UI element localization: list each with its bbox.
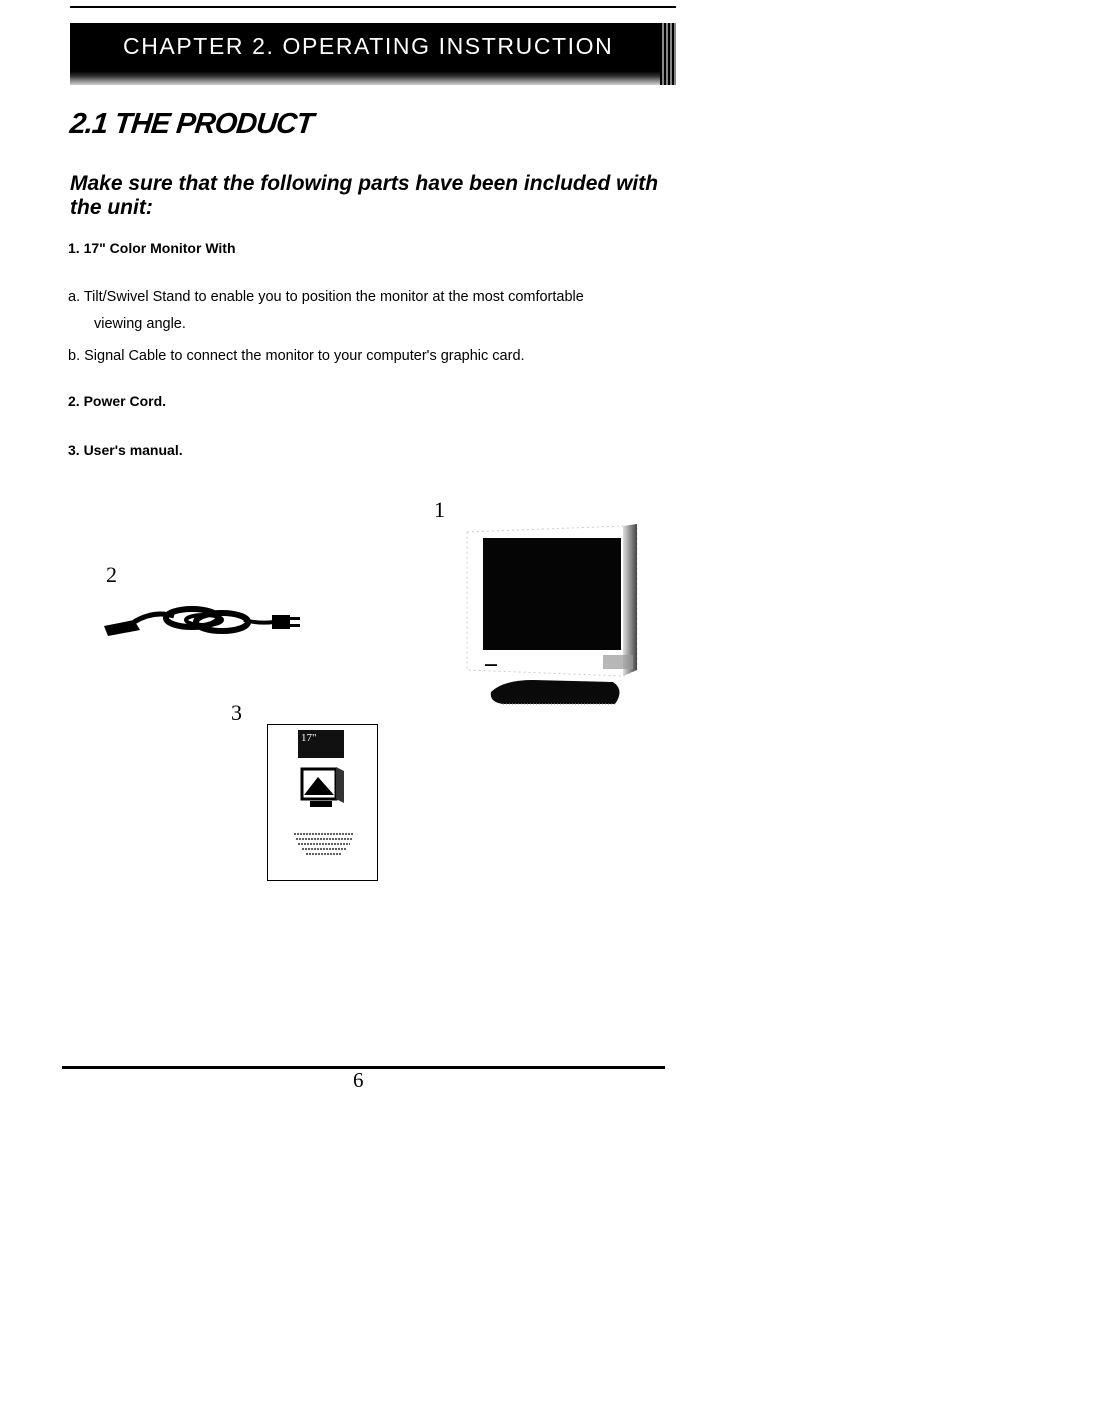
top-rule xyxy=(70,6,676,8)
manual-monitor-icon xyxy=(298,763,348,811)
page-number: 6 xyxy=(353,1068,364,1092)
monitor-illustration xyxy=(463,520,643,715)
sub-item-stand-cont: viewing angle. xyxy=(94,316,186,332)
list-item-manual: 3. User's manual. xyxy=(68,442,183,458)
manual-cover-text: 17" xyxy=(301,732,317,744)
section-title: 2.1 THE PRODUCT xyxy=(68,108,315,140)
manual-text-lines xyxy=(292,831,356,861)
chapter-title: CHAPTER 2. OPERATING INSTRUCTION xyxy=(123,33,614,59)
list-item-monitor: 1. 17" Color Monitor With xyxy=(68,240,236,256)
figure-label-manual: 3 xyxy=(231,700,242,725)
svg-text:▬▬: ▬▬ xyxy=(485,662,497,668)
power-cord-illustration xyxy=(104,600,310,640)
figure-label-monitor: 1 xyxy=(434,497,445,522)
list-item-power-cord: 2. Power Cord. xyxy=(68,393,167,409)
sub-item-signal-cable: b. Signal Cable to connect the monitor to your computer's graphic card. xyxy=(68,348,525,364)
sub-item-stand: a. Tilt/Swivel Stand to enable you to position the monitor at the most comfortable xyxy=(68,289,584,305)
manual-cover-band xyxy=(298,730,344,758)
figure-label-cord: 2 xyxy=(106,562,117,587)
manual-illustration xyxy=(267,724,378,881)
intro-text: Make sure that the following parts have been included with the unit: xyxy=(70,172,659,219)
footer-rule xyxy=(62,1066,665,1069)
